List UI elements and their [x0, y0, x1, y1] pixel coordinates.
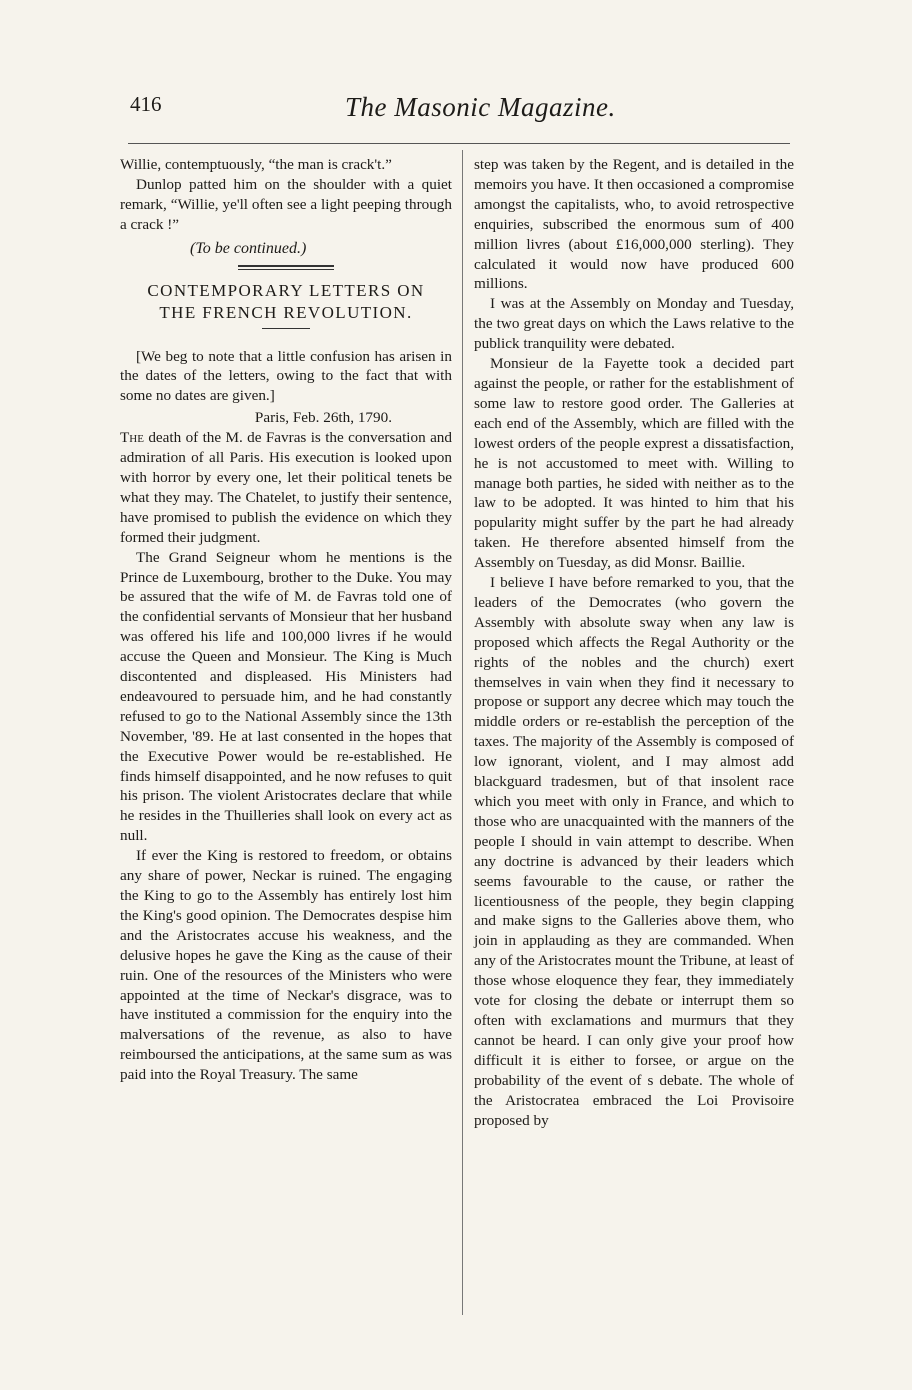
- heading-line-1: CONTEMPORARY LETTERS ON: [147, 280, 425, 300]
- right-column: [474, 155, 794, 1130]
- paragraph: I believe I have before remarked to you, that the leaders of the Democrates (who govern the Assembly with absolute sway when any law is proposed which affects the Regal Authority or the rights of the nobles and the church) exert themselves in vain when they find it necessary to propose or support any decree which may touch the middle orders or re-establish the perception of the taxes. The majority of the Assembly is composed of low ignorant, violent, and I may almost add blackguard tradesmen, but of that insolent race which you meet with only in France, and which to those who are unacquainted with the manners of the people I should in vain attempt to describe. When any doctrine is advanced by their leaders which seems favourable to the cause, or rather the licentiousness of the people, they begin clapping and make signs to the Galleries above them, who join in applauding as they are commanded. When any of the Aristocrates mount the Tribune, at least of those whose eloquence they fear, they immediately vote for closing the debate or interrupt them so often with exclamations and murmurs that they cannot be heard. I can only give your proof how difficult it is either to forsee, or argue on the probability of the event of s debate. The whole of the Aristocratea embraced the Loi Provisoire proposed by: [474, 574, 794, 1129]
- paragraph: The Grand Seigneur whom he mentions is the Prince de Luxembourg, brother to the Duke. You may be assured that the wife of M. de Favras told one of the confidential servants of Monsieur that her husband was offered his life and 100,000 livres if he would accuse the Queen and Monsieur. The King is Much discontented and displeased. His Ministers had endeavoured to persuade him, and he had constantly refused to go to the National Assembly since the 13th November, '89. He at last consented in the hopes that the Executive Power would be re-established. He finds himself disappointed, and he now refuses to quit his prison. The violent Aristocrates declare that while he resides in the Thuilleries shall look on every act as null.: [120, 548, 452, 845]
- left-column: [120, 155, 452, 1085]
- header-rule: [128, 143, 790, 144]
- paragraph: If ever the King is restored to freedom, or obtains any share of power, Neckar is ruined. The engaging the King to go to the Assembly has entirely lost him the King's good opinion. The Democrates despise him and the Aristocrates accuse his weakness, and the delusive hopes he gave the King as the cause of their ruin. One of the resources of the Ministers who were appointed at the time of Neckar's disgrace, was to have instituted a commission for the enquiry into the malversations of the revenue, as also to have reimboursed the anticipations, at the same sum as was paid into the Royal Treasury. The same: [120, 847, 452, 1084]
- column-divider: [462, 150, 463, 1315]
- paragraph: step was taken by the Regent, and is detailed in the memoirs you have. It then occasioned a compromise amongst the capitalists, who, to avoid retrospective enquiries, subscribed the enormous sum of 400 million livres (about £16,000,000 sterling). They calculated it would now have produced 600 millions.: [474, 156, 794, 293]
- paragraph: Dunlop patted him on the shoulder with a quiet remark, “Willie, ye'll often see a light peeping through a crack !”: [120, 175, 452, 233]
- paragraph: I was at the Assembly on Monday and Tuesday, the two great days on which the Laws relative to the publick tranquility were debated.: [474, 295, 794, 353]
- section-divider: [238, 265, 334, 270]
- heading-rule: [262, 328, 310, 329]
- page-number: 416: [130, 92, 162, 116]
- dateline: Paris, Feb. 26th, 1790.: [254, 409, 392, 427]
- heading-line-2: THE FRENCH REVOLUTION.: [159, 302, 413, 322]
- editor-note: [We beg to note that a little confusion has arisen in the dates of the letters, owing to the fact that with some no dates are given.]: [120, 347, 452, 405]
- paragraph: Monsieur de la Fayette took a decided part against the people, or rather for the establishment of some law to restore good order. The Galleries at each end of the Assembly, which are filled with the lowest orders of the people exprest a dissatisfaction, he is not accustomed to meet with. Willing to manage both parties, he sided with neither as to the law to be adopted. It was hinted to him that his popularity might suffer by the part he had already taken. He therefore absented himself from the Assembly on Tuesday, as did Monsr. Baillie.: [474, 355, 794, 572]
- paragraph-text: death of the M. de Favras is the conversation and admiration of all Paris. His execution is looked upon with horror by every one, let their political tenets be what they may. The Chatelet, to justify their sentence, have promised to publish the evidence on which they formed their judgment.: [120, 429, 452, 546]
- to-be-continued: (To be continued.): [190, 239, 307, 257]
- page-header: [130, 92, 790, 132]
- paragraph: [120, 428, 452, 547]
- paragraph: Willie, contemptuously, “the man is crack't.”: [120, 156, 392, 173]
- drop-lead: The: [120, 429, 144, 447]
- article-heading: [120, 280, 452, 324]
- running-title: The Masonic Magazine.: [345, 92, 616, 122]
